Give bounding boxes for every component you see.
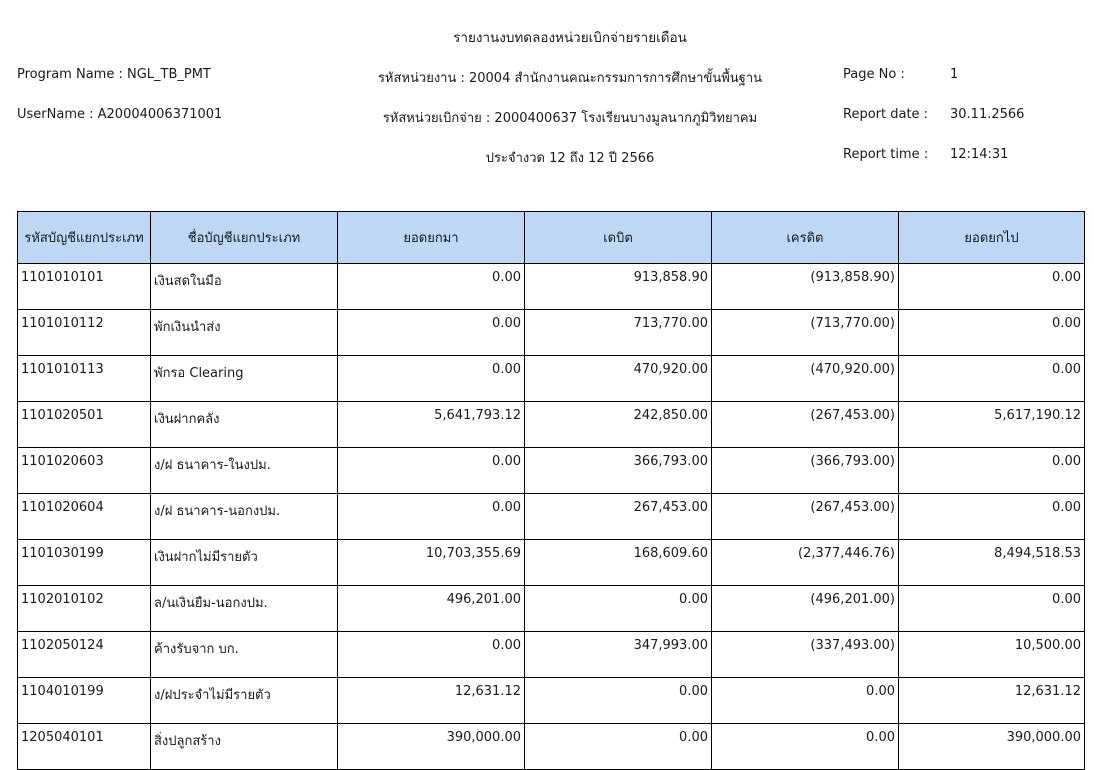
cell-closing-balance: 8,494,518.53 [899,540,1085,586]
disbursing-unit-info: รหัสหน่วยเบิกจ่าย : 2000400637 โรงเรียนบางมูลนากภูมิวิทยาคม [382,111,758,126]
cell-debit: 0.00 [525,678,712,724]
cell-closing-balance: 390,000.00 [899,724,1085,770]
page-no-value: 1 [950,67,959,82]
cell-debit: 242,850.00 [525,402,712,448]
column-header-opening-balance: ยอดยกมา [338,212,525,264]
cell-credit: (470,920.00) [712,356,899,402]
report-title: รายงานงบทดลองหน่วยเบิกจ่ายรายเดือน [453,30,687,46]
column-header-debit: เดบิต [525,212,712,264]
table-row [18,402,1085,448]
cell-account-name: เงินฝากคลัง [151,402,338,448]
cell-closing-balance: 0.00 [899,264,1085,310]
cell-closing-balance: 0.00 [899,494,1085,540]
page-no-label: Page No : [843,67,905,82]
cell-credit: (267,453.00) [712,402,899,448]
cell-account-code: 1102050124 [18,632,151,678]
cell-opening-balance: 0.00 [338,310,525,356]
column-header-closing-balance: ยอดยกไป [899,212,1085,264]
cell-account-code: 1101020603 [18,448,151,494]
cell-account-code: 1101010101 [18,264,151,310]
cell-credit: (496,201.00) [712,586,899,632]
cell-debit: 913,858.90 [525,264,712,310]
table-row [18,310,1085,356]
cell-account-name: ล/นเงินยืม-นอกงปม. [151,586,338,632]
cell-account-name: ง/ฝ ธนาคาร-นอกงปม. [151,494,338,540]
cell-account-code: 1101030199 [18,540,151,586]
cell-credit: (913,858.90) [712,264,899,310]
cell-opening-balance: 0.00 [338,448,525,494]
cell-opening-balance: 12,631.12 [338,678,525,724]
cell-debit: 470,920.00 [525,356,712,402]
column-header-credit: เครดิต [712,212,899,264]
cell-account-code: 1101020501 [18,402,151,448]
report-date-value: 30.11.2566 [950,107,1025,122]
cell-opening-balance: 5,641,793.12 [338,402,525,448]
cell-closing-balance: 0.00 [899,356,1085,402]
cell-credit: 0.00 [712,724,899,770]
cell-credit: 0.00 [712,678,899,724]
cell-account-name: เงินสดในมือ [151,264,338,310]
column-header-account-code: รหัสบัญชีแยกประเภท [18,212,151,264]
table-row [18,356,1085,402]
table-row [18,724,1085,770]
cell-debit: 0.00 [525,586,712,632]
cell-credit: (267,453.00) [712,494,899,540]
agency-info: รหัสหน่วยงาน : 20004 สำนักงานคณะกรรมการการศึกษาขั้นพื้นฐาน [377,71,763,86]
column-header-account-name: ชื่อบัญชีแยกประเภท [151,212,338,264]
cell-debit: 168,609.60 [525,540,712,586]
table-row [18,586,1085,632]
cell-opening-balance: 10,703,355.69 [338,540,525,586]
table-header-row [18,212,1085,264]
cell-opening-balance: 496,201.00 [338,586,525,632]
cell-closing-balance: 0.00 [899,448,1085,494]
table-row [18,494,1085,540]
cell-credit: (366,793.00) [712,448,899,494]
report-time-label: Report time : [843,147,929,162]
table-row [18,448,1085,494]
trial-balance-table [17,211,1085,770]
cell-account-name: พักรอ Clearing [151,356,338,402]
cell-account-name: เงินฝากไม่มีรายตัว [151,540,338,586]
cell-debit: 347,993.00 [525,632,712,678]
table-row [18,678,1085,724]
cell-account-name: ง/ฝ ธนาคาร-ในงปม. [151,448,338,494]
cell-debit: 267,453.00 [525,494,712,540]
cell-account-code: 1104010199 [18,678,151,724]
cell-account-name: ค้างรับจาก บก. [151,632,338,678]
cell-debit: 366,793.00 [525,448,712,494]
table-row [18,540,1085,586]
cell-opening-balance: 390,000.00 [338,724,525,770]
cell-account-name: พักเงินนำส่ง [151,310,338,356]
cell-closing-balance: 0.00 [899,586,1085,632]
cell-closing-balance: 0.00 [899,310,1085,356]
cell-credit: (2,377,446.76) [712,540,899,586]
period-info: ประจำงวด 12 ถึง 12 ปี 2566 [485,151,655,166]
cell-credit: (337,493.00) [712,632,899,678]
cell-account-code: 1101020604 [18,494,151,540]
cell-debit: 713,770.00 [525,310,712,356]
cell-opening-balance: 0.00 [338,494,525,540]
cell-account-code: 1205040101 [18,724,151,770]
table-row [18,264,1085,310]
cell-opening-balance: 0.00 [338,356,525,402]
cell-credit: (713,770.00) [712,310,899,356]
cell-account-name: สิ่งปลูกสร้าง [151,724,338,770]
cell-closing-balance: 12,631.12 [899,678,1085,724]
report-date-label: Report date : [843,107,929,122]
cell-account-code: 1101010112 [18,310,151,356]
cell-closing-balance: 10,500.00 [899,632,1085,678]
cell-debit: 0.00 [525,724,712,770]
table-row [18,632,1085,678]
user-name: UserName : A20004006371001 [17,107,223,122]
cell-closing-balance: 5,617,190.12 [899,402,1085,448]
cell-account-code: 1101010113 [18,356,151,402]
program-name: Program Name : NGL_TB_PMT [17,67,211,82]
cell-account-code: 1102010102 [18,586,151,632]
cell-opening-balance: 0.00 [338,264,525,310]
cell-account-name: ง/ฝประจำไม่มีรายตัว [151,678,338,724]
cell-opening-balance: 0.00 [338,632,525,678]
report-time-value: 12:14:31 [950,147,1009,162]
